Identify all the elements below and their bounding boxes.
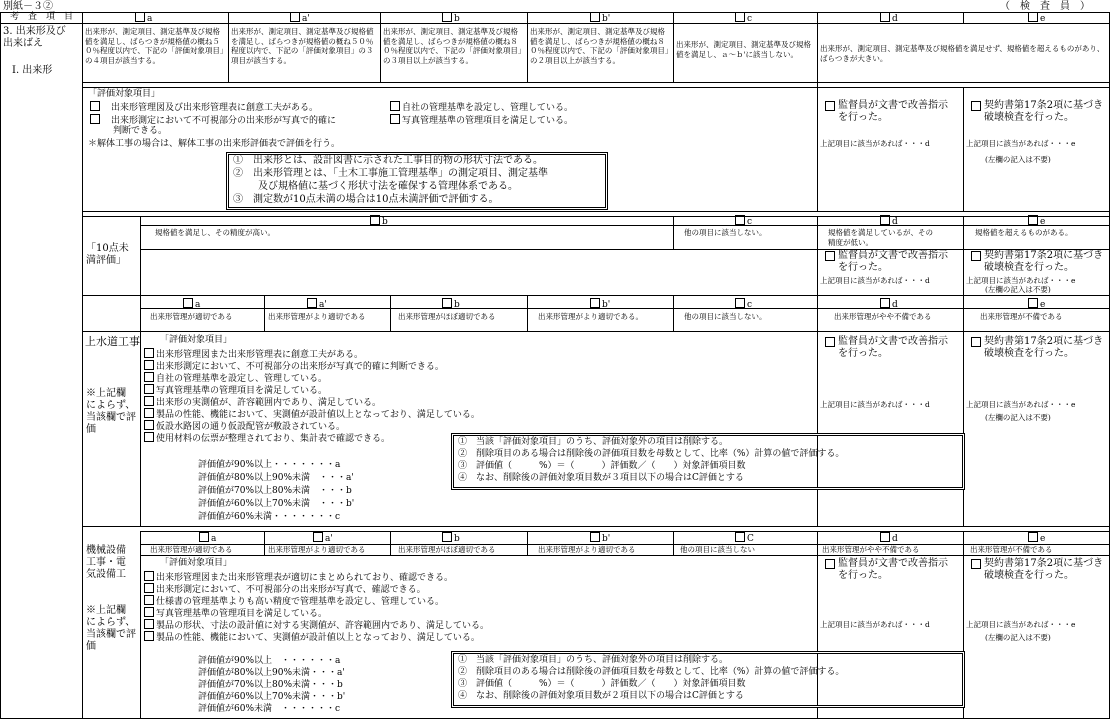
- inspector-label: （ 検 査 員 ）: [1000, 1, 1090, 12]
- sec4-criteria-e: 出来形管理が不備である: [970, 545, 1053, 554]
- sec1-criteria-a: 出来形が、測定項目、測定基準及び規格値を満足し、ばらつきが規格値の概ね５０％程度以内で、下記の「評価対象項目」の４項目が該当する。: [85, 27, 224, 65]
- sec3-criteria-b2: 出来形管理がより適切である。: [538, 312, 643, 321]
- sec2-d-condition: 上記項目に該当があれば・・・d: [820, 276, 930, 285]
- sec3-grade-b[interactable]: b: [442, 298, 460, 311]
- sec1-d-action[interactable]: [825, 101, 837, 114]
- sec4-box-line-3: ③ 評価値（ %）＝（ ）評価数／（ ）対象評価項目数: [458, 679, 746, 689]
- sec1-e-action-text: 契約書第17条2項に基づき 破壊検査を行った。: [984, 100, 1104, 123]
- sec3-d-action[interactable]: [825, 337, 837, 350]
- sec1-d-action-text: 監督員が文書で改善指示 を行った。: [838, 100, 948, 123]
- sec1-d-condition: 上記項目に該当があれば・・・d: [820, 139, 930, 148]
- sec3-item-1[interactable]: 出来形管理図また出来形管理表に創意工夫がある。: [144, 348, 363, 361]
- sec4-item-3[interactable]: 仕様書の管理基準よりも高い精度で管理基準を設定し、管理している。: [144, 595, 444, 608]
- sec1-e-condition: 上記項目に該当があれば・・・e: [966, 139, 1076, 148]
- sec2-criteria-b: 規格値を満足し、その精度が高い。: [155, 228, 275, 237]
- sec4-item-5[interactable]: 製品の形状、寸法の設計値に対する実測値が、許容範囲内であり、満足している。: [144, 619, 489, 632]
- sec4-box-line-4: ④ なお、削除後の評価対象項目数が２項目以下の場合はC評価とする: [458, 691, 744, 701]
- sec1-item-3[interactable]: 自社の管理基準を設定し、管理している。: [390, 101, 573, 114]
- sec2-d-action-text: 監督員が文書で改善指示 を行った。: [838, 250, 948, 273]
- sec2-grade-d[interactable]: d: [880, 215, 898, 228]
- sec1-e-action[interactable]: [971, 101, 983, 114]
- sec3-grade-d[interactable]: d: [880, 298, 898, 311]
- sec4-grade-b2[interactable]: b': [590, 532, 610, 545]
- sec3-e-note: (左欄の記入は不要): [985, 413, 1051, 422]
- sec3-box-line-2: ② 削除項目のある場合は削除後の評価項目数を母数として、比率（%）計算の値で評価する。: [458, 449, 845, 459]
- sec3-d-action-text: 監督員が文書で改善指示 を行った。: [838, 336, 948, 359]
- sec3-grade-a[interactable]: a: [183, 298, 200, 311]
- sec2-e-action-text: 契約書第17条2項に基づき 破壊検査を行った。: [984, 250, 1104, 273]
- sec4-e-note: (左欄の記入は不要): [985, 633, 1051, 642]
- sec1-note: ＊解体工事の場合は、解体工事の出来形評価表で評価を行う。: [88, 139, 341, 149]
- sec2-grade-e[interactable]: e: [1028, 215, 1045, 228]
- sec3-box-line-4: ④ なお、削除後の評価対象項目数が３項目以下の場合はC評価とする: [458, 473, 744, 483]
- sec1-e-note: (左欄の記入は不要): [985, 155, 1051, 164]
- sec4-criteria-d: 出来形管理がやや不備である: [822, 545, 920, 554]
- sec3-item-7[interactable]: 仮設水路図の通り仮設配管が敷設されている。: [144, 420, 345, 433]
- sec4-d-action-text: 監督員が文書で改善指示 を行った。: [838, 558, 948, 581]
- sec2-criteria-e: 規格値を超えるものがある。: [975, 228, 1073, 237]
- sec3-criteria-d: 出来形管理がやや不備である: [834, 312, 932, 321]
- sec2-e-condition: 上記項目に該当があれば・・・e: [966, 276, 1076, 285]
- sec3-e-action[interactable]: [971, 337, 983, 350]
- sec3-note: ※上記欄 によらず、 当該欄で評 価: [86, 388, 136, 435]
- sec4-grade-a[interactable]: a: [199, 532, 216, 545]
- sec1-box-line-3: 及び規格値に基づく形状寸法を確保する管理体系である。: [258, 181, 518, 192]
- sec4-score-a2: 評価値が80%以上90%未満・・・a': [198, 668, 345, 678]
- sec4-item-4[interactable]: 写真管理基準の管理項目を満足している。: [144, 607, 327, 620]
- grade-b-header[interactable]: b: [442, 12, 460, 25]
- sec4-grade-d[interactable]: d: [880, 532, 898, 545]
- sec4-e-action[interactable]: [971, 559, 983, 572]
- sec4-score-b2: 評価値が60%以上70%未満・・・b': [198, 692, 346, 702]
- sec4-criteria-c: 他の項目に該当しない: [680, 545, 755, 554]
- sec2-criteria-c: 他の項目に該当しない。: [684, 228, 767, 237]
- sec4-grade-b[interactable]: b: [442, 532, 460, 545]
- sec3-eval-title: 「評価対象項目」: [160, 335, 233, 345]
- sec4-score-c: 評価値が60%未満 ・・・・・・c: [198, 704, 341, 714]
- sec2-grade-c[interactable]: c: [735, 215, 752, 228]
- sec1-box-line-2: ② 出来形管理とは、「土木工事施工管理基準」の測定項目、測定基準: [233, 168, 548, 179]
- sec2-d-action[interactable]: [825, 251, 837, 264]
- sec4-note: ※上記欄 によらず、 当該欄で評 価: [86, 605, 136, 652]
- grade-e-header[interactable]: e: [1028, 12, 1045, 25]
- sec1-criteria-b: 出来形が、測定項目、測定基準及び規格値を満足し、ばらつきが規格値の概ね８０％程度以内で、下記の「評価対象項目」の３項目以上が該当する。: [383, 27, 522, 65]
- sec4-e-action-text: 契約書第17条2項に基づき 破壊検査を行った。: [984, 558, 1104, 581]
- sec4-grade-e[interactable]: e: [1028, 532, 1045, 545]
- sec2-e-note: (左欄の記入は不要): [985, 285, 1051, 294]
- sec4-score-a: 評価値が90%以上 ・・・・・・a: [198, 656, 341, 666]
- sec4-item-1[interactable]: 出来形管理図また出来形管理表が適切にまとめられており、確認できる。: [144, 571, 453, 584]
- sec3-d-condition: 上記項目に該当があれば・・・d: [820, 400, 930, 409]
- sec4-grade-a2[interactable]: a': [313, 532, 333, 545]
- sec1-item-4[interactable]: 写真管理基準の管理項目を満足している。: [390, 114, 573, 127]
- sec2-e-action[interactable]: [971, 251, 983, 264]
- sec4-criteria-b: 出来形管理がほぼ適切である: [398, 545, 496, 554]
- sec2-grade-b[interactable]: b: [370, 215, 388, 228]
- sec1-criteria-de: 出来形が、測定項目、測定基準及び規格値を満足せず、規格値を超えるものがあり、ばらつきが大きい。: [820, 44, 1105, 63]
- sec3-item-3[interactable]: 自社の管理基準を設定し、管理している。: [144, 372, 327, 385]
- sec4-criteria-a2: 出来形管理がより適切である: [268, 545, 366, 554]
- sec3-label: 上水道工事: [85, 335, 140, 348]
- sec4-grade-c[interactable]: C: [735, 532, 754, 545]
- sec1-item-1[interactable]: 出来形管理図及び出来形管理表に創意工夫がある。: [90, 101, 318, 114]
- category-sub: Ⅰ. 出来形: [12, 65, 53, 76]
- sec3-item-5[interactable]: 出来形の実測値が、許容範囲内であり、満足している。: [144, 396, 381, 409]
- sec1-eval-title: 「評価対象項目」: [88, 89, 161, 99]
- sec3-item-6[interactable]: 製品の性能、機能において、実測値が設計値以上となっており、満足している。: [144, 408, 480, 421]
- sec3-item-4[interactable]: 写真管理基準の管理項目を満足している。: [144, 384, 327, 397]
- sec3-score-b2: 評価値が60%以上70%未満 ・・・b': [198, 499, 355, 509]
- sec4-item-2[interactable]: 出来形測定において、不可視部分の出来形が写真で、確認できる。: [144, 583, 426, 596]
- sec1-item-2[interactable]: 出来形測定において不可視部分の出来形が写真で的確に: [90, 114, 336, 127]
- grade-d-header[interactable]: d: [880, 12, 898, 25]
- sec3-box-line-1: ① 当該「評価対象項目」のうち、評価対象外の項目は削除する。: [458, 437, 729, 447]
- sec1-box-line-1: ① 出来形とは、設計図書に示された工事目的物の形状寸法である。: [233, 155, 543, 166]
- sec3-grade-e[interactable]: e: [1028, 298, 1045, 311]
- sec3-score-a: 評価値が90%以上・・・・・・・a: [198, 460, 341, 470]
- sec3-score-a2: 評価値が80%以上90%未満 ・・・a': [198, 473, 354, 483]
- sec3-grade-b2[interactable]: b': [590, 298, 610, 311]
- grade-a-header[interactable]: a: [135, 12, 152, 25]
- sec3-criteria-a: 出来形管理が適切である: [150, 312, 233, 321]
- sec1-box-line-4: ③ 測定数が10点未満の場合は10点未満評価で評価する。: [233, 194, 499, 205]
- sec3-criteria-a2: 出来形管理がより適切である: [268, 312, 366, 321]
- sec4-e-condition: 上記項目に該当があれば・・・e: [966, 620, 1076, 629]
- sec3-score-c: 評価値が60%未満・・・・・・・c: [198, 512, 341, 522]
- sec4-criteria-a: 出来形管理が適切である: [150, 545, 233, 554]
- sec3-criteria-c: 他の項目に該当しない。: [684, 312, 767, 321]
- sec3-e-action-text: 契約書第17条2項に基づき 破壊検査を行った。: [984, 336, 1104, 359]
- sec4-score-b: 評価値が70%以上80%未満・・・b: [198, 680, 343, 690]
- sec3-criteria-e: 出来形管理が不備である: [980, 312, 1063, 321]
- sec4-item-6[interactable]: 製品の性能、機能において、実測値が設計値以上となっており、満足している。: [144, 631, 480, 644]
- grade-c-header[interactable]: c: [735, 12, 752, 25]
- sec2-criteria-d: 規格値を満足しているが、その 精度が低い。: [828, 228, 933, 247]
- item-column-header: 考 査 項 目: [10, 12, 74, 22]
- sec2-label: 「10点未 満評価」: [86, 243, 129, 266]
- sec3-box-line-3: ③ 評価値（ %）＝（ ）評価数／（ ）対象評価項目数: [458, 461, 746, 471]
- sec3-grade-a2[interactable]: a': [307, 298, 327, 311]
- sec3-item-8[interactable]: 使用材料の伝票が整理されており、集計表で確認できる。: [144, 432, 390, 445]
- sec4-box-line-2: ② 削除項目のある場合は削除後の評価項目数を母数として、比率（%）計算の値で評価する。: [458, 667, 845, 677]
- sec1-criteria-b2: 出来形が、測定項目、測定基準及び規格値を満足し、ばらつきが規格値の概ね８０％程度以内で、下記の「評価対象項目」の２項目以上が該当する。: [530, 27, 669, 65]
- sec1-criteria-a2: 出来形が、測定項目、測定基準及び規格値を満足し、ばらつきが規格値の概ね５０％程度以内で、下記の「評価対象項目」の３項目が該当する。: [231, 27, 374, 65]
- sec3-grade-c[interactable]: c: [735, 298, 752, 311]
- sec3-score-b: 評価値が70%以上80%未満 ・・・b: [198, 486, 352, 496]
- sec3-criteria-b: 出来形管理がほぼ適切である: [398, 312, 496, 321]
- sec1-criteria-c: 出来形が、測定項目、測定基準及び規格値を満足し、ａ～ｂ'に該当しない。: [676, 40, 811, 59]
- grade-b2-header[interactable]: b': [590, 12, 610, 25]
- sec3-e-condition: 上記項目に該当があれば・・・e: [966, 400, 1076, 409]
- sec4-criteria-b2: 出来形管理がより適切である: [538, 545, 636, 554]
- sec4-d-action[interactable]: [825, 559, 837, 572]
- sec4-d-condition: 上記項目に該当があれば・・・d: [820, 620, 930, 629]
- sec3-item-2[interactable]: 出来形測定において、不可視部分の出来形が写真で的確に判断できる。: [144, 360, 444, 373]
- sec4-box-line-1: ① 当該「評価対象項目」のうち、評価対象外の項目は削除する。: [458, 655, 729, 665]
- sec1-item-2-cont: 判断できる。: [113, 126, 168, 136]
- category-main: 3. 出来形及び 出来ばえ: [3, 26, 66, 49]
- sec4-eval-title: 「評価対象項目」: [160, 558, 233, 568]
- sec4-label: 機械設備 工事・電 気設備工: [86, 545, 126, 580]
- grade-a2-header[interactable]: a': [290, 12, 310, 25]
- document-id: 別紙－３②: [3, 1, 53, 12]
